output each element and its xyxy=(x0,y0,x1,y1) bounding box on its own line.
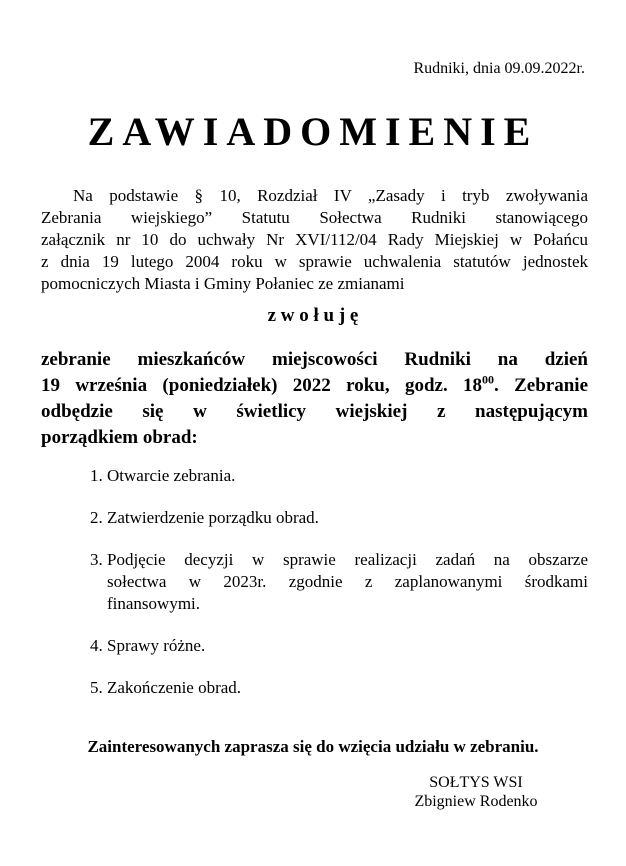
agenda-item xyxy=(41,635,588,657)
meeting-paragraph xyxy=(41,347,588,451)
intro-line: Zebrania wiejskiego” Statutu Sołectwa Rudniki stanowiącego xyxy=(41,208,588,227)
agenda-item-number: 2. xyxy=(90,508,103,527)
agenda-item-number: 4. xyxy=(90,636,103,655)
agenda-item-text: Zakończenie obrad. xyxy=(107,678,242,697)
meeting-line: zebranie mieszkańców miejscowości Rudniki na dzień xyxy=(41,349,588,370)
intro-line: załącznik nr 10 do uchwały Nr XVI/112/04 Rady Miejskiej w Połańcu xyxy=(41,230,588,249)
agenda-item-text: Zatwierdzenie porządku obrad. xyxy=(107,508,319,527)
intro-line: pomocniczych Miasta i Gminy Połaniec ze zmianami xyxy=(41,274,405,293)
agenda-item-number: 3. xyxy=(90,550,103,569)
agenda-item-text: finansowymi. xyxy=(107,594,201,613)
meeting-time-superscript: 00 xyxy=(482,372,495,387)
date-line: Rudniki, dnia 09.09.2022r. xyxy=(413,60,585,77)
agenda-item-text: Sprawy różne. xyxy=(107,636,206,655)
signature-name: Zbigniew Rodenko xyxy=(414,793,538,810)
meeting-line xyxy=(41,373,588,399)
meeting-line: odbędzie się w świetlicy wiejskiej z następującym xyxy=(41,401,588,422)
agenda-item-text: sołectwa w 2023r. zgodnie z zaplanowanymi środkami xyxy=(107,572,588,591)
intro-paragraph xyxy=(41,185,588,295)
document-title: ZAWIADOMIENIE xyxy=(87,109,539,154)
agenda-item xyxy=(41,465,588,487)
signature-block xyxy=(366,773,586,811)
closing-line: Zainteresowanych zaprasza się do wzięcia udziału w zebraniu. xyxy=(87,737,539,756)
agenda-item xyxy=(41,677,588,699)
meeting-line-text: . Zebranie xyxy=(494,375,588,396)
convene-word: z w o ł u j ę xyxy=(267,305,359,326)
agenda-item-text: Podjęcie decyzji w sprawie realizacji zadań na obszarze xyxy=(107,550,588,569)
agenda-item xyxy=(41,549,588,615)
meeting-line: porządkiem obrad: xyxy=(41,427,198,448)
meeting-line-text: 19 września (poniedziałek) 2022 roku, godz. 18 xyxy=(41,375,483,396)
agenda-item-number: 5. xyxy=(90,678,103,697)
intro-line: z dnia 19 lutego 2004 roku w sprawie uchwalenia statutów jednostek xyxy=(41,252,588,271)
agenda-list xyxy=(41,465,588,699)
agenda-item-text: Otwarcie zebrania. xyxy=(107,466,236,485)
signature-role: SOŁTYS WSI xyxy=(429,774,523,791)
intro-line: Na podstawie § 10, Rozdział IV „Zasady i tryb zwoływania xyxy=(73,186,588,205)
agenda-item xyxy=(41,507,588,529)
agenda-item-number: 1. xyxy=(90,466,103,485)
